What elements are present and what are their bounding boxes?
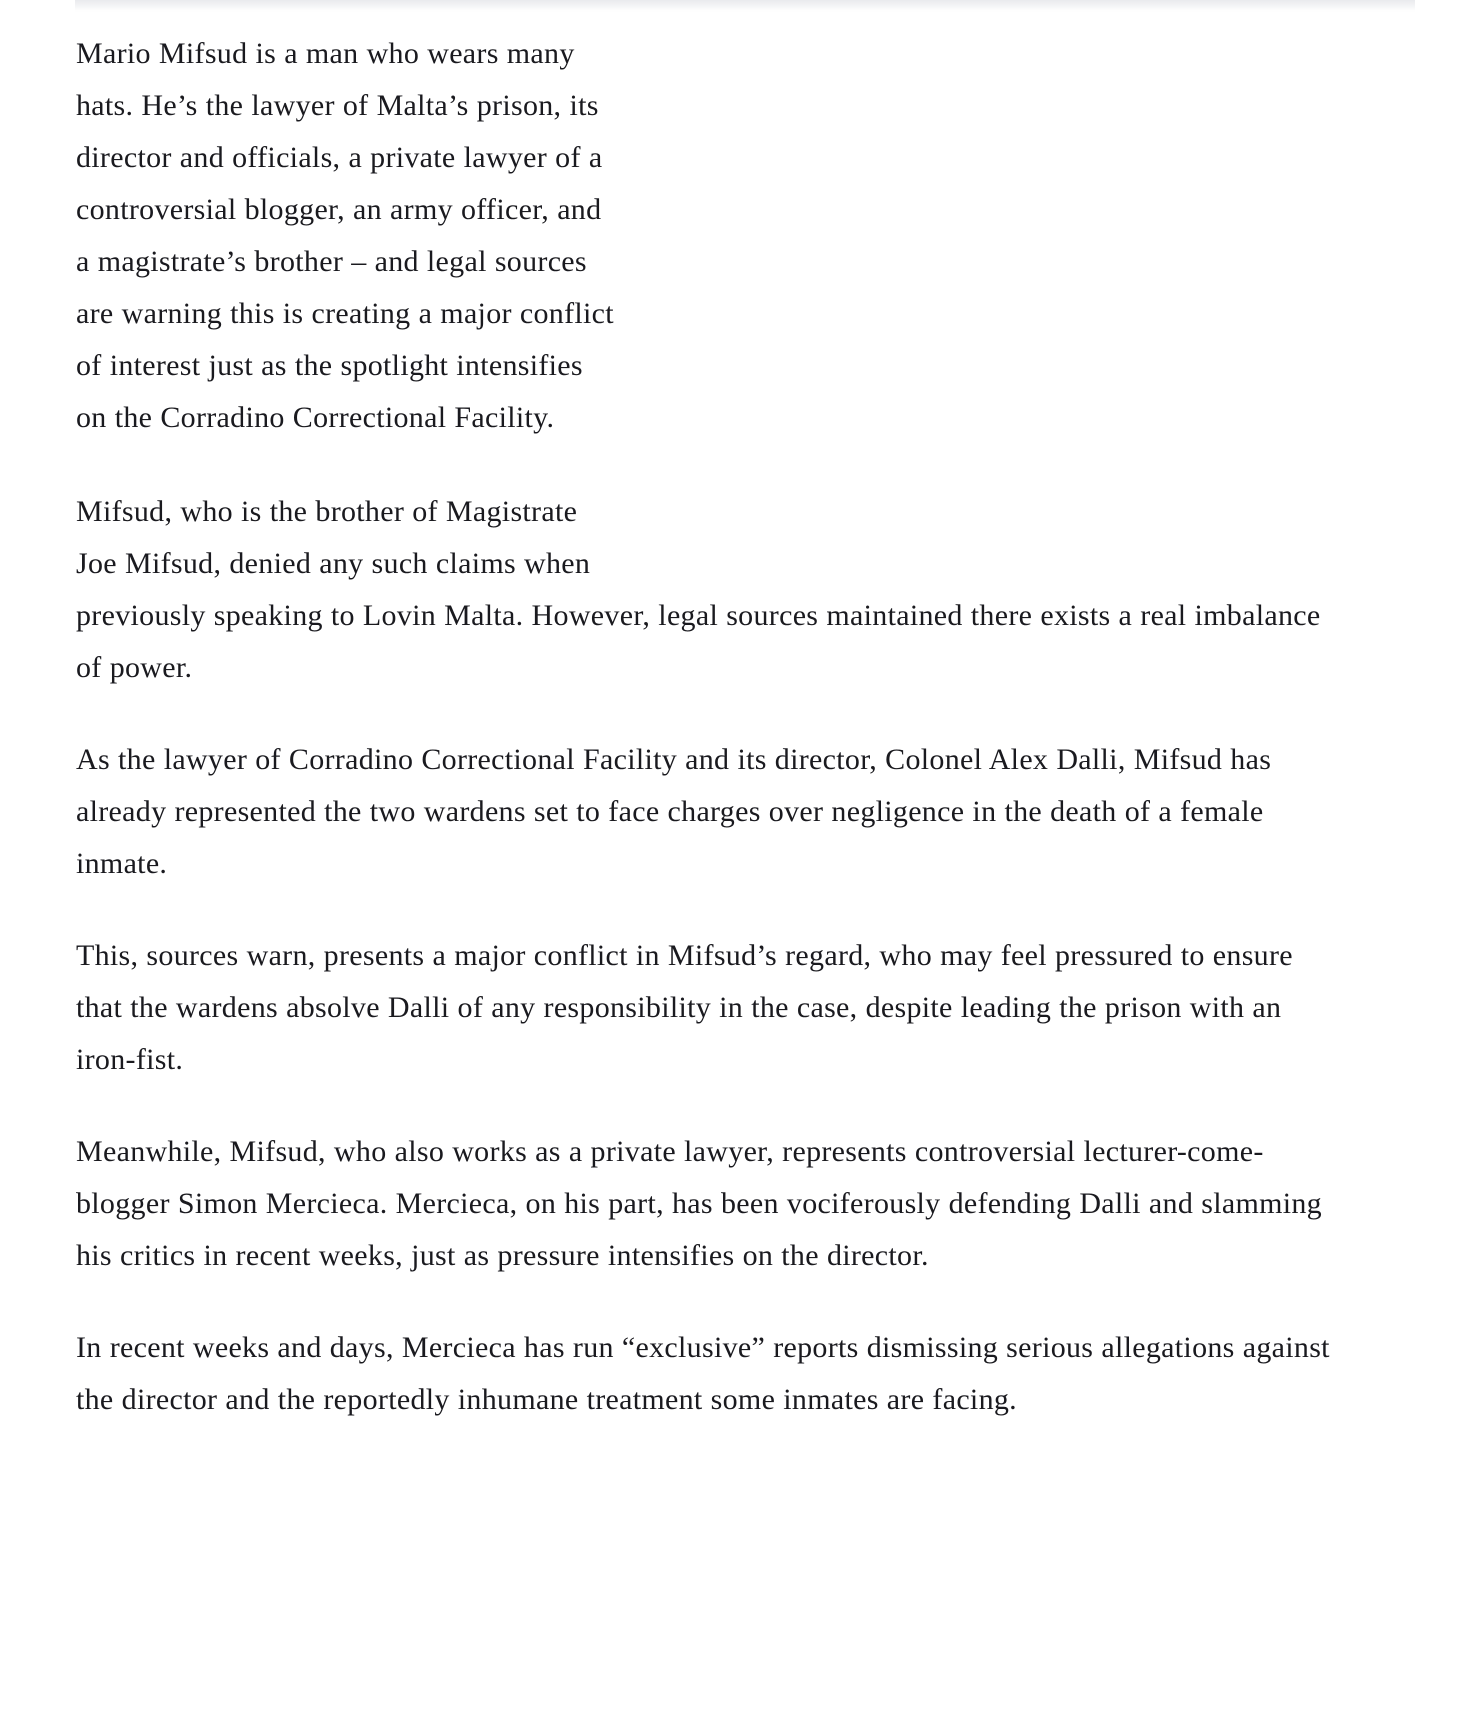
paragraph-conflict: This, sources warn, presents a major conflict in Mifsud’s regard, who may feel pressured to ensure that the wardens absolve Dalli of any responsibility in the case, despite leading the prison with an iron-fist. [76, 939, 1293, 1076]
lead-paragraph: Mario Mifsud is a man who wears many hats. He’s the lawyer of Malta’s prison, its director and officials, a private lawyer of a controversial blogger, an army officer, and a magistrate’s brother – and legal sources are warning this is creating a major conflict of interest just as the spotlight intensifies on the Corradino Correctional Facility. [76, 37, 614, 434]
paragraph-wardens: As the lawyer of Corradino Correctional Facility and its director, Colonel Alex Dalli, Mifsud has already represented the two wardens set to face charges over negligence in the death of a female inmate. [76, 743, 1272, 880]
paragraph-denial: Mifsud, who is the brother of Magistrate Joe Mifsud, denied any such claims when previously speaking to Lovin Malta. However, legal sources maintained there exists a real imbalance of power. [76, 495, 1321, 684]
paragraph-exclusives: In recent weeks and days, Mercieca has run “exclusive” reports dismissing serious allegations against the director and the reportedly inhumane treatment some inmates are facing. [76, 1331, 1330, 1416]
inline-media-float [620, 28, 1346, 573]
article-body [76, 0, 1346, 1426]
paragraph-mercieca: Meanwhile, Mifsud, who also works as a private lawyer, represents controversial lecturer-come-blogger Simon Mercieca. Mercieca, on his part, has been vociferously defending Dalli and slamming his critics in recent weeks, just as pressure intensifies on the director. [76, 1135, 1322, 1272]
